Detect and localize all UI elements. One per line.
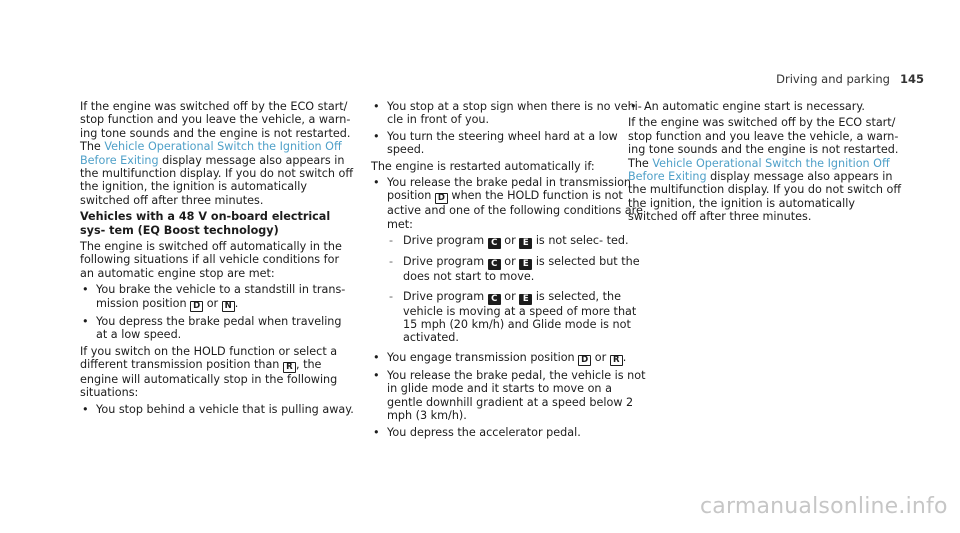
- section-title: Driving and parking: [776, 72, 890, 86]
- paragraph-restart: The engine is restarted automatically if:: [371, 159, 595, 173]
- sub-list-item: - Drive program C or E is selected, the vehicle is moving at a speed of more that 15 mph (20 km/h) and Glide mode is not activated.: [371, 290, 647, 345]
- list-item: • You depress the brake pedal when traveling at a low speed.: [80, 315, 356, 342]
- list-item: • An automatic engine start is necessary.: [628, 100, 908, 113]
- drive-program-e-icon: E: [519, 238, 532, 249]
- drive-program-e-icon: E: [519, 259, 532, 270]
- list-item: • You brake the vehicle to a standstill in trans- mission position D or N .: [80, 283, 356, 311]
- list-item: • You stop behind a vehicle that is pulling away.: [80, 403, 356, 416]
- list-item: • You depress the accelerator pedal.: [371, 426, 647, 439]
- drive-program-c-icon: C: [488, 259, 501, 270]
- paragraph-eco-stop: If the engine was switched off by the ECO start/ stop function and you leave the vehicle, a warn- ing tone sounds and the engine is not restarted. The Vehicle Operational Switch the Ignition Off Before Exiting display message also appears in the multifunction display. If you do not switch off the ignition, the ignition is automatically switched off after three minutes.: [628, 116, 902, 224]
- list-item: • You engage transmission position D or R .: [371, 351, 647, 366]
- gear-d-icon: D: [578, 355, 591, 366]
- paragraph-eco-stop: If the engine was switched off by the ECO start/ stop function and you leave the vehicle, a warn- ing tone sounds and the engine is not restarted. The Vehicle Operational Switch the Ignition Off Before Exiting display message also appears in the multifunction display. If you do not switch off the ignition, the ignition is automatically switched off after three minutes.: [80, 100, 354, 207]
- gear-r-icon: R: [283, 362, 296, 373]
- watermark: carmanualsonline.info: [700, 494, 948, 519]
- section-heading: Vehicles with a 48 V on-board electrical sys- tem (EQ Boost technology): [80, 210, 331, 237]
- list-item: • You release the brake pedal in transmission position D when the HOLD function is not active and one of the following conditions are met:: [371, 176, 647, 231]
- page-number: 145: [899, 72, 924, 86]
- list-item: • You stop at a stop sign when there is no vehi- cle in front of you.: [371, 100, 647, 127]
- drive-program-e-icon: E: [519, 294, 532, 305]
- list-item: • You turn the steering wheel hard at a low speed.: [371, 130, 647, 157]
- gear-r-icon: R: [610, 355, 623, 366]
- sub-list-item: - Drive program C or E is not selec- ted.: [371, 234, 647, 249]
- display-message-link: Vehicle Operational Switch the Ignition Off Before Exiting: [628, 156, 890, 184]
- drive-program-c-icon: C: [488, 238, 501, 249]
- paragraph-hold: If you switch on the HOLD function or select a different transmission position than R , the engine will automatically stop in the following situations:: [80, 344, 338, 400]
- column-left: [80, 100, 356, 419]
- page-header: [776, 73, 924, 86]
- display-message-link: Vehicle Operational Switch the Ignition Off Before Exiting: [80, 140, 342, 167]
- column-middle: [371, 100, 647, 442]
- column-right: [628, 100, 908, 227]
- drive-program-c-icon: C: [488, 294, 501, 305]
- sub-list-item: - Drive program C or E is selected but the does not start to move.: [371, 255, 647, 283]
- paragraph-auto-off: The engine is switched off automatically in the following situations if all vehicle conditions for an automatic engine stop are met:: [80, 240, 342, 280]
- gear-d-icon: D: [435, 193, 448, 204]
- list-item: • You release the brake pedal, the vehicle is not in glide mode and it starts to move on a gentle downhill gradient at a speed below 2 mph (3 km/h).: [371, 369, 647, 423]
- gear-d-icon: D: [190, 301, 203, 312]
- gear-n-icon: N: [222, 301, 235, 312]
